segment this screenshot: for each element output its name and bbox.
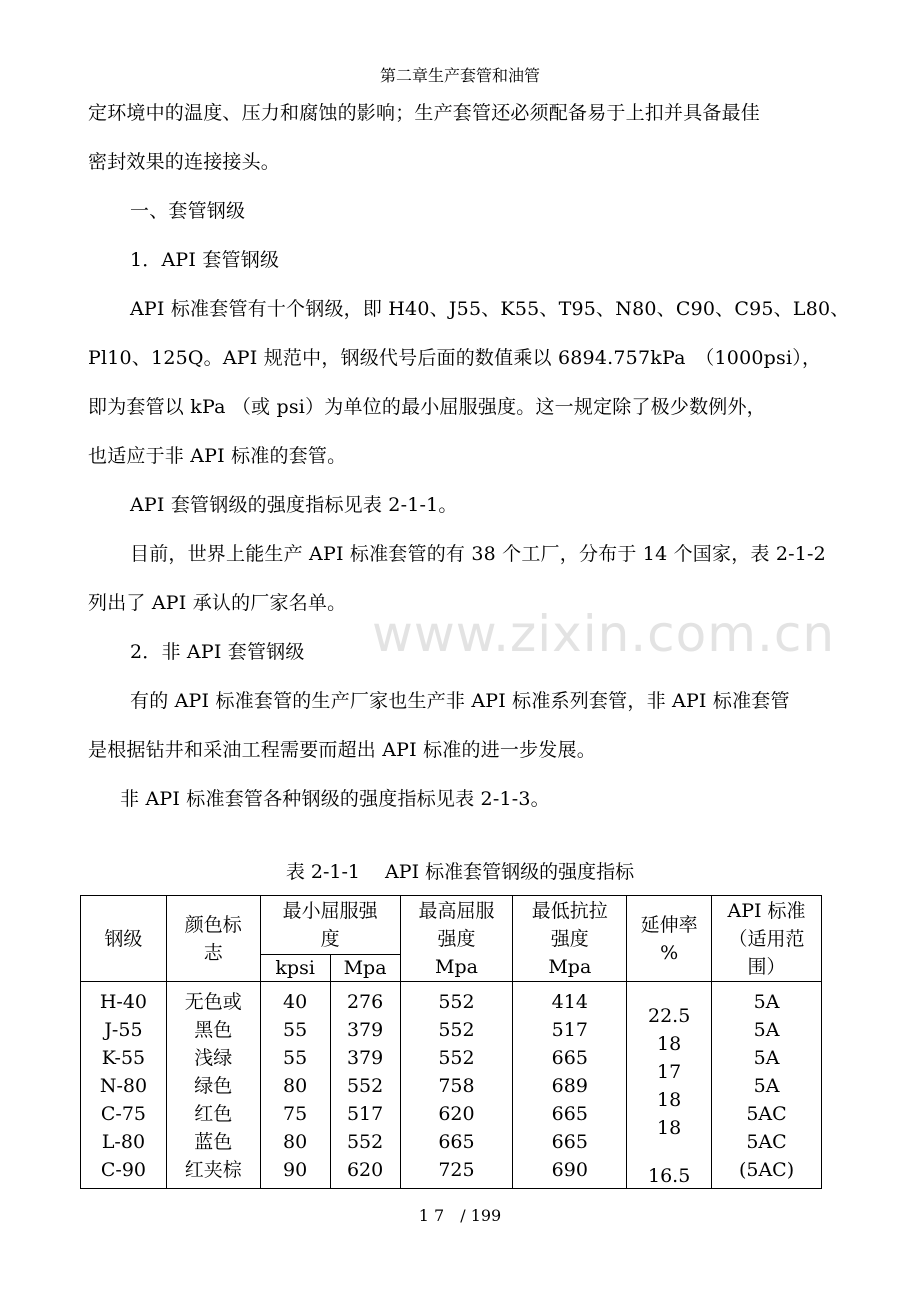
- table-cell: 黑色: [194, 1019, 233, 1041]
- paragraph-line: 非 API 标准套管各种钢级的强度指标见表 2-1-3。: [120, 788, 550, 810]
- table-cell: 517: [551, 1019, 588, 1041]
- header-elongation: 延伸率 %: [627, 896, 712, 982]
- table-cell: 552: [346, 1075, 384, 1097]
- table-cell: 17: [657, 1061, 682, 1083]
- api-standard-column: [712, 982, 822, 1189]
- table-cell: 40: [283, 991, 308, 1013]
- table-cell: 689: [551, 1075, 588, 1097]
- table-cell: 红夹棕: [184, 1159, 242, 1181]
- table-cell: 5A: [753, 1075, 780, 1097]
- table-cell: 18: [657, 1033, 682, 1055]
- paragraph-line: 也适应于非 API 标准的套管。: [88, 445, 347, 467]
- paragraph-line: 定环境中的温度、压力和腐蚀的影响；生产套管还必须配备易于上扣并具备最佳: [88, 102, 761, 124]
- table-cell: 758: [438, 1075, 475, 1097]
- table-cell: 蓝色: [194, 1131, 233, 1153]
- mpa-column: [330, 982, 400, 1189]
- subsection-heading: 1．API 套管钢级: [130, 249, 280, 271]
- table-cell: 90: [283, 1159, 308, 1181]
- table-cell: 18: [657, 1089, 682, 1111]
- table-cell: K-55: [101, 1047, 146, 1069]
- color-column: [166, 982, 260, 1189]
- table-cell: C-90: [100, 1159, 146, 1181]
- table-cell: 5AC: [746, 1131, 787, 1153]
- table-cell: C-75: [100, 1103, 146, 1125]
- table-cell: 620: [346, 1159, 384, 1181]
- page-number: 1 7 / 199: [418, 1206, 502, 1225]
- table-cell: 浅绿: [194, 1047, 233, 1069]
- table-cell: 690: [551, 1159, 588, 1181]
- header-kpsi: kpsi: [260, 955, 330, 982]
- grade-column: [81, 982, 167, 1189]
- table-cell: L-80: [101, 1131, 146, 1153]
- table-caption: 表 2-1-1 API 标准套管钢级的强度指标: [285, 861, 635, 883]
- table-cell: (5AC): [738, 1159, 795, 1181]
- table-cell: 552: [346, 1131, 384, 1153]
- table-cell: 414: [551, 991, 588, 1013]
- table-cell: 552: [438, 1019, 475, 1041]
- header-max-yield: 最高屈服 强度 Mpa: [400, 896, 513, 982]
- kpsi-column: [260, 982, 330, 1189]
- table-cell: J-55: [104, 1019, 143, 1041]
- table-cell: 5A: [753, 991, 780, 1013]
- header-api-standard: API 标准 （适用范 围）: [712, 896, 822, 982]
- table-cell: 725: [438, 1159, 475, 1181]
- table-cell: 379: [346, 1047, 384, 1069]
- header-mpa: Mpa: [330, 955, 400, 982]
- paragraph-line: 有的 API 标准套管的生产厂家也生产非 API 标准系列套管，非 API 标准套管: [130, 690, 790, 712]
- table-cell: H-40: [99, 991, 148, 1013]
- table-cell: N-80: [99, 1075, 148, 1097]
- table-cell: 55: [283, 1019, 308, 1041]
- table-cell: 5A: [753, 1019, 780, 1041]
- table-cell: 620: [438, 1103, 475, 1125]
- table-cell: 379: [346, 1019, 384, 1041]
- table-cell: 665: [551, 1047, 588, 1069]
- table-cell: 552: [438, 1047, 475, 1069]
- paragraph-line: 即为套管以 kPa （或 psi）为单位的最小屈服强度。这一规定除了极少数例外，: [88, 396, 766, 418]
- table-cell: 80: [283, 1075, 308, 1097]
- max-yield-column: [400, 982, 513, 1189]
- header-min-yield: 最小屈服强 度: [260, 896, 400, 955]
- header-min-tensile: 最低抗拉 强度 Mpa: [513, 896, 627, 982]
- section-heading: 一、套管钢级: [130, 200, 246, 222]
- table-cell: 665: [551, 1103, 588, 1125]
- table-cell: 红色: [194, 1103, 233, 1125]
- table-cell: 22.5: [647, 1005, 691, 1027]
- table-cell: 517: [346, 1103, 384, 1125]
- paragraph-line: API 套管钢级的强度指标见表 2-1-1。: [130, 494, 458, 516]
- table-cell: 无色或: [184, 991, 242, 1013]
- table-cell: 75: [283, 1103, 308, 1125]
- table-cell: 55: [283, 1047, 308, 1069]
- table-cell: 绿色: [194, 1075, 233, 1097]
- table-cell: 276: [346, 991, 384, 1013]
- grade-strength-table: [80, 895, 822, 1189]
- paragraph-line: API 标准套管有十个钢级，即 H40、J55、K55、T95、N80、C90、C95、L80、: [130, 298, 850, 320]
- table-cell: 5A: [753, 1047, 780, 1069]
- min-tensile-column: [513, 982, 627, 1189]
- table-cell: 16.5: [647, 1165, 691, 1187]
- paragraph-line: 是根据钻井和采油工程需要而超出 API 标准的进一步发展。: [88, 739, 596, 761]
- paragraph-line: 列出了 API 承认的厂家名单。: [88, 592, 347, 614]
- paragraph-line: 密封效果的连接接头。: [88, 151, 281, 173]
- paragraph-line: Pl10、125Q。API 规范中，钢级代号后面的数值乘以 6894.757kPa （1000psi），: [88, 347, 822, 369]
- page-header: 第二章生产套管和油管: [379, 66, 540, 85]
- paragraph-line: 目前，世界上能生产 API 标准套管的有 38 个工厂，分布于 14 个国家，表 2-1-2: [130, 543, 826, 565]
- table-cell: 665: [551, 1131, 588, 1153]
- table-cell: 5AC: [746, 1103, 787, 1125]
- table-cell: 665: [438, 1131, 475, 1153]
- watermark: www.zixin.com.cn: [372, 605, 836, 663]
- elongation-column: [627, 982, 712, 1189]
- header-color: 颜色标 志: [166, 896, 260, 982]
- table-cell: 552: [438, 991, 475, 1013]
- table-cell: 80: [283, 1131, 308, 1153]
- subsection-heading: 2．非 API 套管钢级: [130, 641, 305, 663]
- header-grade: 钢级: [81, 896, 167, 982]
- table-cell: 18: [657, 1117, 682, 1139]
